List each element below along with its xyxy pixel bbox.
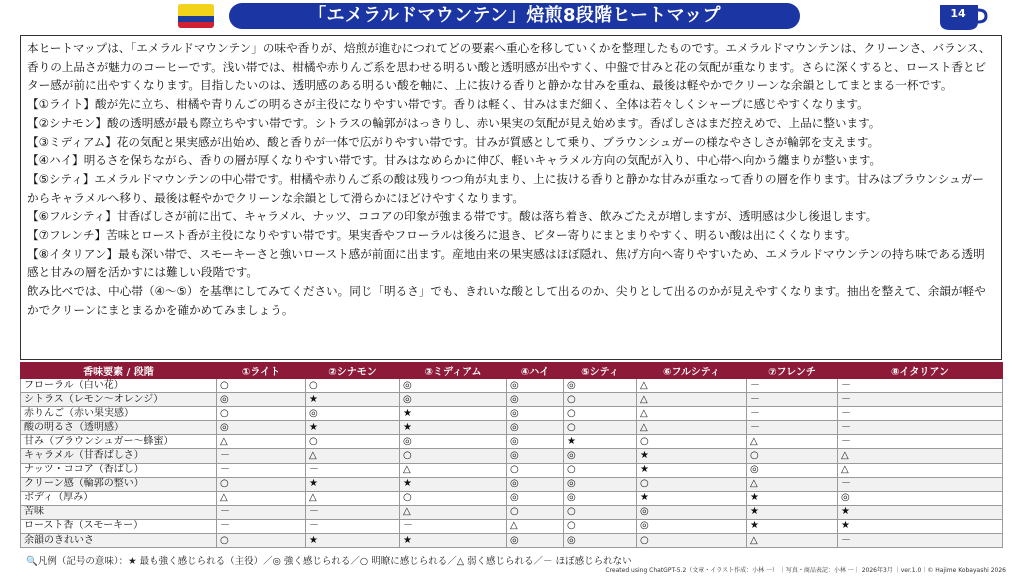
intensity-cell: ★ — [400, 421, 507, 435]
intensity-cell: ★ — [306, 534, 400, 548]
intensity-cell: ◎ — [306, 407, 400, 421]
intensity-cell: ◎ — [747, 463, 838, 477]
intensity-cell: ◎ — [507, 491, 564, 505]
column-header-stage: ⑥フルシティ — [637, 363, 747, 379]
intensity-cell: ○ — [747, 449, 838, 463]
intensity-cell: ◎ — [564, 379, 637, 393]
intensity-cell: － — [306, 505, 400, 519]
intensity-cell: － — [217, 519, 306, 533]
intensity-cell: ○ — [564, 519, 637, 533]
intensity-cell: ◎ — [507, 534, 564, 548]
intensity-cell: ○ — [306, 435, 400, 449]
intensity-cell: － — [838, 393, 1003, 407]
intensity-cell: △ — [217, 435, 306, 449]
intensity-cell: △ — [747, 477, 838, 491]
intensity-cell: ○ — [507, 505, 564, 519]
intensity-cell: ★ — [637, 491, 747, 505]
intensity-cell: － — [217, 449, 306, 463]
intensity-cell: △ — [306, 491, 400, 505]
intensity-cell: ○ — [400, 449, 507, 463]
intensity-cell: △ — [637, 421, 747, 435]
column-header-stage: ①ライト — [217, 363, 306, 379]
row-label: 苦味 — [21, 505, 217, 519]
row-label: シトラス（レモン〜オレンジ） — [21, 393, 217, 407]
intensity-cell: － — [747, 407, 838, 421]
table-row — [21, 519, 1003, 533]
column-header-stage: ⑧イタリアン — [838, 363, 1003, 379]
intensity-cell: － — [838, 477, 1003, 491]
table-row — [21, 435, 1003, 449]
intensity-cell: － — [838, 534, 1003, 548]
intensity-cell: ◎ — [564, 449, 637, 463]
intensity-cell: △ — [637, 407, 747, 421]
table-body — [21, 379, 1003, 548]
table-row — [21, 393, 1003, 407]
intensity-cell: － — [838, 379, 1003, 393]
legend-text: 🔍凡例（記号の意味）：★ 最も強く感じられる（主役）／◎ 強く感じられる／○ 明瞭に感じられる／△ 弱く感じられる／－ ほぼ感じられない — [26, 556, 632, 567]
row-label: フローラル（白い花） — [21, 379, 217, 393]
intensity-cell: ○ — [564, 407, 637, 421]
table-row — [21, 379, 1003, 393]
intensity-cell: ★ — [838, 519, 1003, 533]
intensity-cell: ◎ — [507, 449, 564, 463]
intensity-cell: ○ — [564, 463, 637, 477]
intensity-cell: － — [838, 435, 1003, 449]
stage-description-french: 【⑦フレンチ】苦味とロースト香が主役になりやすい帯です。果実香やフローラルは後ろに退き、ビター寄りにまとまりやすく、明るい酸は出にくくなります。 — [27, 228, 857, 243]
intensity-cell: ○ — [217, 477, 306, 491]
table-row — [21, 505, 1003, 519]
page-number: 14 — [950, 7, 966, 20]
colombia-flag-icon — [178, 4, 214, 28]
intensity-cell: － — [400, 519, 507, 533]
tasting-advice: 飲み比べでは、中心帯（④〜⑤）を基準にしてみてください。同じ「明るさ」でも、きれいな酸として出るのか、尖りとして出るのかが見えやすくなります。抽出を整えて、余韻が軽やかでクリーンにまとまるかを確かめてみましょう。 — [27, 284, 986, 317]
column-header-stage: ②シナモン — [306, 363, 400, 379]
intensity-cell: ○ — [217, 407, 306, 421]
row-label: クリーン感（輪郭の整い） — [21, 477, 217, 491]
intensity-cell: ◎ — [400, 435, 507, 449]
intensity-cell: ◎ — [217, 421, 306, 435]
table-row — [21, 491, 1003, 505]
intensity-cell: ◎ — [564, 477, 637, 491]
table-row — [21, 407, 1003, 421]
row-label: ロースト香（スモーキー） — [21, 519, 217, 533]
intensity-cell: △ — [507, 519, 564, 533]
row-label: ナッツ・ココア（香ばし） — [21, 463, 217, 477]
intensity-cell: ◎ — [507, 477, 564, 491]
intensity-cell: △ — [838, 449, 1003, 463]
intensity-cell: △ — [747, 435, 838, 449]
intensity-cell: △ — [747, 534, 838, 548]
row-label: 甘み（ブラウンシュガー〜蜂蜜） — [21, 435, 217, 449]
intensity-cell: ★ — [306, 477, 400, 491]
intensity-cell: － — [838, 421, 1003, 435]
intensity-cell: ★ — [637, 463, 747, 477]
intensity-cell: ○ — [564, 421, 637, 435]
table-header-row — [21, 363, 1003, 379]
roast-heatmap-table — [20, 362, 1003, 548]
intensity-cell: ★ — [400, 407, 507, 421]
intensity-cell: ★ — [564, 435, 637, 449]
intensity-cell: ◎ — [507, 379, 564, 393]
intensity-cell: ◎ — [400, 393, 507, 407]
intensity-cell: ★ — [747, 491, 838, 505]
intensity-cell: ○ — [637, 534, 747, 548]
credit-line: Created using ChatGPT-5.2（文章・イラスト作成：小林 一） ｜写真・商品表記：小林 一｜ 2026年3月 ｜ver.1.0｜© Hajime Kobayashi 2026 — [605, 567, 1006, 574]
intro-paragraph: 本ヒートマップは、「エメラルドマウンテン」の味や香りが、焙煎が進むにつれてどの要素へ重心を移していくかを整理したものです。エメラルドマウンテンは、クリーンさ、バランス、香りの上品さが魅力のコーヒーです。浅い帯では、柑橘や赤りんご系を思わせる明るい酸と透明感が出やすく、中盤で甘みと花の気配が重なります。さらに深くすると、ロースト香とビター感が前に出やすくなります。目指したいのは、透明感のある明るい酸を軸に、上に抜ける香りと静かな甘みを重ね、最後は軽やかでクリーンな余韻としてまとまる一杯です。 — [27, 41, 991, 93]
intensity-cell: ◎ — [838, 491, 1003, 505]
column-header-stage: ③ミディアム — [400, 363, 507, 379]
table-row — [21, 534, 1003, 548]
table-row — [21, 463, 1003, 477]
intensity-cell: ○ — [564, 393, 637, 407]
intensity-cell: － — [217, 505, 306, 519]
intensity-cell: ○ — [306, 379, 400, 393]
stage-description-italian: 【⑧イタリアン】最も深い帯で、スモーキーさと強いロースト感が前面に出ます。産地由来の果実感はほぼ隠れ、焦げ方向へ寄りやすいため、エメラルドマウンテンの持ち味である透明感と甘みの層を活かすには難しい段階です。 — [27, 246, 985, 280]
intensity-cell: △ — [637, 379, 747, 393]
intensity-cell: ○ — [217, 534, 306, 548]
intensity-cell: ○ — [400, 491, 507, 505]
intensity-cell: △ — [838, 463, 1003, 477]
intensity-cell: ★ — [838, 505, 1003, 519]
intensity-cell: ◎ — [637, 519, 747, 533]
intensity-cell: ◎ — [564, 534, 637, 548]
intensity-cell: ◎ — [217, 393, 306, 407]
intensity-cell: － — [306, 463, 400, 477]
row-label: ボディ（厚み） — [21, 491, 217, 505]
row-label: 赤りんご（赤い果実感） — [21, 407, 217, 421]
intensity-cell: △ — [637, 393, 747, 407]
intensity-cell: ○ — [564, 505, 637, 519]
stage-description-high: 【④ハイ】明るさを保ちながら、香りの層が厚くなりやすい帯です。甘みはなめらかに伸び、軽いキャラメル方向の気配が入り、中心帯へ向かう纏まりが整います。 — [27, 153, 882, 168]
intensity-cell: － — [747, 379, 838, 393]
intensity-cell: － — [838, 407, 1003, 421]
row-label: キャラメル（甘香ばしさ） — [21, 449, 217, 463]
column-header-element: 香味要素 / 段階 — [21, 363, 217, 379]
intensity-cell: ◎ — [507, 393, 564, 407]
intensity-cell: ★ — [637, 449, 747, 463]
intensity-cell: ★ — [400, 534, 507, 548]
intensity-cell: ★ — [747, 519, 838, 533]
column-header-stage: ⑤シティ — [564, 363, 637, 379]
intensity-cell: ◎ — [507, 435, 564, 449]
intensity-cell: ◎ — [507, 407, 564, 421]
stage-description-city: 【⑤シティ】エメラルドマウンテンの中心帯です。柑橘や赤りんご系の酸は残りつつ角が丸まり、上に抜ける香りと静かな甘みが重なって香りの層を作ります。甘みはブラウンシュガーからキャラメルへ移り、最後は軽やかでクリーンな余韻として滑らかにほどけやすくなります。 — [27, 171, 984, 205]
row-label: 酸の明るさ（透明感） — [21, 421, 217, 435]
column-header-stage: ④ハイ — [507, 363, 564, 379]
intensity-cell: ○ — [217, 379, 306, 393]
intensity-cell: △ — [400, 505, 507, 519]
intensity-cell: ○ — [637, 477, 747, 491]
table-row — [21, 477, 1003, 491]
intensity-cell: ◎ — [507, 421, 564, 435]
intensity-cell: － — [217, 463, 306, 477]
table-row — [21, 449, 1003, 463]
stage-description-full-city: 【⑥フルシティ】甘香ばしさが前に出て、キャラメル、ナッツ、ココアの印象が強まる帯です。酸は落ち着き、飲みごたえが増しますが、透明感は少し後退します。 — [27, 209, 878, 224]
intensity-cell: ○ — [507, 463, 564, 477]
intensity-cell: ★ — [306, 421, 400, 435]
intensity-cell: － — [747, 393, 838, 407]
intro-text-box — [20, 35, 1002, 360]
intensity-cell: ★ — [747, 505, 838, 519]
intensity-cell: ◎ — [564, 491, 637, 505]
column-header-stage: ⑦フレンチ — [747, 363, 838, 379]
intensity-cell: ★ — [306, 393, 400, 407]
intensity-cell: ◎ — [637, 505, 747, 519]
intensity-cell: ★ — [400, 477, 507, 491]
intensity-cell: ○ — [637, 435, 747, 449]
intensity-cell: △ — [400, 463, 507, 477]
table-row — [21, 421, 1003, 435]
stage-description-medium: 【③ミディアム】花の気配と果実感が出始め、酸と香りが一体で広がりやすい帯です。甘みが質感として乗り、ブラウンシュガーの様なやさしさが輪郭を支えます。 — [27, 134, 880, 149]
intensity-cell: △ — [306, 449, 400, 463]
intensity-cell: － — [306, 519, 400, 533]
row-label: 余韻のきれいさ — [21, 534, 217, 548]
intensity-cell: － — [747, 421, 838, 435]
intensity-cell: ◎ — [400, 379, 507, 393]
page-title: 「エメラルドマウンテン」焙煎8段階ヒートマップ — [229, 3, 800, 29]
stage-description-cinnamon: 【②シナモン】酸の透明感が最も際立ちやすい帯です。シトラスの輪郭がはっきりし、赤い果実の気配が見え始めます。香ばしさはまだ控えめで、上品に整います。 — [27, 115, 881, 130]
intensity-cell: △ — [217, 491, 306, 505]
stage-description-light: 【①ライト】酸が先に立ち、柑橘や青りんごの明るさが主役になりやすい帯です。香りは軽く、甘みはまだ細く、全体は若々しくシャープに感じやすくなります。 — [27, 97, 869, 112]
